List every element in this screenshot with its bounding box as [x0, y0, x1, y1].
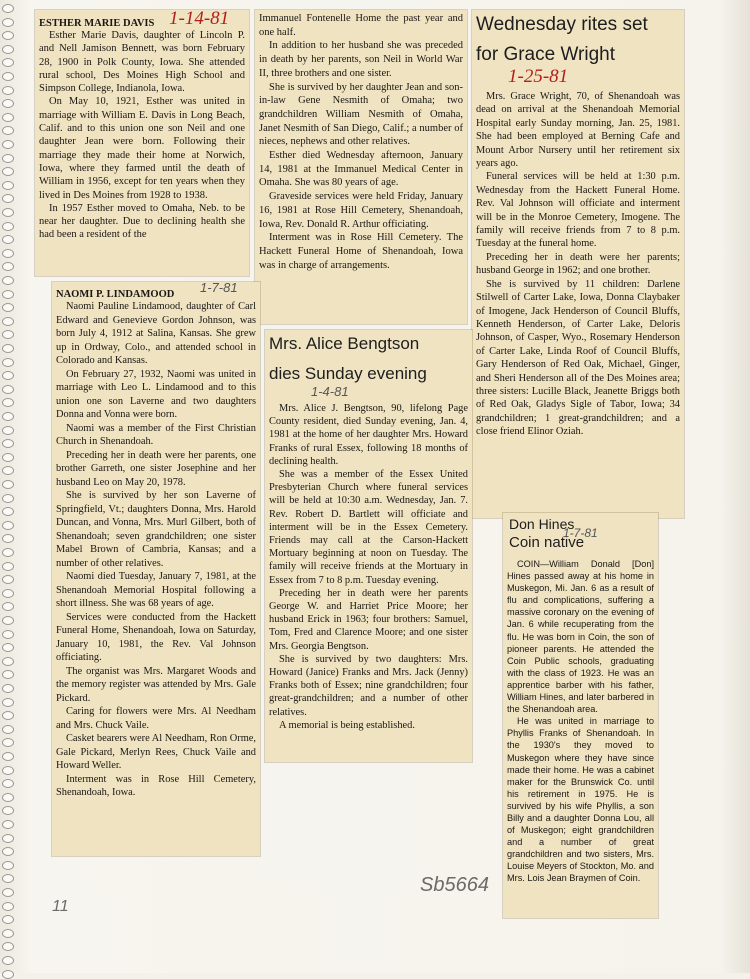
paragraph: On May 10, 1921, Esther was united in marriage with William E. Davis in Long Beach, Calif. and to this union one son Neil and one daughter Jean were born. Following their marriage they made their home at Norwich, Iowa, where they farmed until the death of William in 1956, except for ten years when they lived in Des Moines from 1928 to 1938. [39, 96, 245, 201]
binding-ring [2, 154, 14, 163]
handwritten-date: 1-4-81 [311, 384, 349, 399]
binding-ring [2, 466, 14, 475]
handwritten-date: 1-14-81 [169, 10, 230, 29]
paragraph: She is survived by her daughter Jean and son-in-law Gene Nesmith of Omaha; two grandchildren William Nesmith of Omaha, Janet Nesmith of San Diego, Calif.; a number of nieces, nephews and other relatives. [259, 81, 463, 148]
headline: Wednesday rites set [476, 14, 648, 35]
handwritten-date: 1-25-81 [508, 66, 569, 87]
obituary-name: ESTHER MARIE DAVIS [39, 18, 155, 29]
binding-ring [2, 330, 14, 339]
catalog-number: Sb5664 [420, 874, 489, 896]
binding-ring [2, 902, 14, 911]
binding-ring [2, 738, 14, 747]
binding-ring [2, 4, 14, 13]
paragraph: Immanuel Fontenelle Home the past year and one half. [259, 13, 463, 38]
headline: Don Hines [509, 516, 575, 532]
binding-ring [2, 779, 14, 788]
binding-ring [2, 208, 14, 217]
binding-ring [2, 507, 14, 516]
binding-ring [2, 235, 14, 244]
paragraph: She is survived by her son Laverne of Springfield, Vt.; daughters Donna, Mrs. Harold Duncan, and Vonna, Mrs. Murl Gilbert, both of Shenandoah; seven grandchildren; one sister Mabel Brown of Cambria, Kansas; and a number of other relatives. [56, 490, 256, 569]
obituary-text [472, 88, 684, 441]
binding-ring [2, 439, 14, 448]
binding-ring [2, 317, 14, 326]
binding-ring [2, 929, 14, 938]
clipping-hines [503, 513, 658, 918]
binding-ring [2, 575, 14, 584]
binding-ring [2, 643, 14, 652]
binding-ring [2, 725, 14, 734]
binding-ring [2, 126, 14, 135]
paragraph: Naomi died Tuesday, January 7, 1981, at the Shenandoah Memorial Hospital following a short illness. She was 68 years of age. [56, 571, 256, 609]
binding-ring [2, 602, 14, 611]
binding-ring [2, 31, 14, 40]
binding-ring [2, 970, 14, 979]
binding-ring [2, 494, 14, 503]
obituary-text [503, 556, 658, 887]
paragraph: COIN—William Donald [Don] Hines passed away at his home in Muskegon, Mi. Jan. 6 as a result of flu and complications, suffering a massive coronary on the evening of Jan. 6 while recuperating from the flu. He was born in Coin, the son of pioneer parents. He attended the Coin Public schools, graduating with the class of 1923. He was an apprentice barber with his father, William Hines, and later barbered in the Shenandoah area. [507, 559, 654, 715]
paragraph: Mrs. Alice J. Bengtson, 90, lifelong Page County resident, died Sunday evening, Jan. 4, 1981 at the home of her daughter Mrs. Howard Franks of rural Essex, following 18 months of declining health. [269, 403, 468, 467]
binding-ring [2, 167, 14, 176]
binding-ring [2, 521, 14, 530]
paragraph: She was a member of the Essex United Presbyterian Church where funeral services will be held at 10:30 a.m. Wednesday, Jan. 7. Rev. Robert D. Bartlett will officiate and interment will be in the Essex Cemetery. Friends may call at the Carson-Hackett Mortuary beginning at noon on Tuesday. The family will receive friends at the Mortuary in Essex from 7 to 8 p.m. Tuesday evening. [269, 469, 468, 586]
paragraph: Caring for flowers were Mrs. Al Needham and Mrs. Chuck Vaile. [56, 706, 256, 731]
binding-ring [2, 806, 14, 815]
clipping-lindamood [52, 282, 260, 856]
binding-ring [2, 630, 14, 639]
paragraph: Esther Marie Davis, daughter of Lincoln P. and Nell Jamison Bennett, was born February 28, 1900 in Polk County, Iowa. She attended rural school, Des Moines High School and Simpson College, Indianola, Iowa. [39, 30, 245, 95]
binding-ring [2, 915, 14, 924]
binding-ring [2, 371, 14, 380]
binding-ring [2, 58, 14, 67]
clipping-wright [472, 10, 684, 518]
binding-ring [2, 18, 14, 27]
binding-ring [2, 480, 14, 489]
obituary-text [255, 10, 467, 274]
binding-ring [2, 752, 14, 761]
paragraph: In addition to her husband she was preceded in death by her parents, son Neil in World War II, three brothers and one sister. [259, 40, 463, 79]
headline: Mrs. Alice Bengtson [269, 334, 420, 353]
binding-ring [2, 412, 14, 421]
binding-ring [2, 589, 14, 598]
obituary-text [265, 400, 472, 734]
paragraph: Casket bearers were Al Needham, Ron Orme, Gale Pickard, Merlyn Rees, Chuck Vaile and Howard Weller. [56, 733, 256, 771]
binding-ring [2, 249, 14, 258]
binding-ring [2, 562, 14, 571]
paragraph: Naomi Pauline Lindamood, daughter of Carl Edward and Genevieve Gordon Johnson, was born July 4, 1912 at Salina, Kansas. She grew up in Ordway, Colo., and attended school in Colorado and Kansas. [56, 301, 256, 366]
binding-ring [2, 888, 14, 897]
paragraph: She is survived by 11 children: Darlene Stilwell of Carter Lake, Iowa, Donna Claybaker of Imogene, Jack Henderson of Council Bluffs, Kenneth Henderson, of Carter Lake, Deloris Johnson, of Casper, Wyo., Rosemary Henderson of Carter Lake, Linda Roof of Council Bluffs, Gary Henderson of Red Oak, Michael, Ginger, and Sheri Henderson all of the Des Moines area; three sisters: Lucille Black, Jeanette Briggs both of Red Oak, Gladys Sigle of Tabor, Iowa; 34 grandchildren; 1 great-grandchildren; and a close friend Elinor Oziah. [476, 278, 680, 438]
binding-ring [2, 698, 14, 707]
paragraph: Funeral services will be held at 1:30 p.m. Wednesday from the Hackett Funeral Home. Rev. Val Johnson will officiate and interment will be in the Monroe Cemetery, Imogene. The family will receive friends from 7 to 8 p.m. Tuesday at the funeral home. [476, 171, 680, 250]
binding-ring [2, 616, 14, 625]
binding-ring [2, 534, 14, 543]
paragraph: Graveside services were held Friday, January 16, 1981 at Rose Hill Cemetery, Shenandoah, Iowa, Rev. Donald R. Arthur officiating. [259, 191, 463, 230]
spiral-binding [0, 0, 16, 973]
paragraph: Interment was in Rose Hill Cemetery. The Hackett Funeral Home of Shenandoah, Iowa was in charge of arrangements. [259, 232, 463, 271]
binding-ring [2, 398, 14, 407]
binding-ring [2, 861, 14, 870]
headline: Coin native [509, 534, 585, 551]
binding-ring [2, 548, 14, 557]
binding-ring [2, 194, 14, 203]
headline: dies Sunday evening [269, 364, 427, 383]
binding-ring [2, 426, 14, 435]
binding-ring [2, 113, 14, 122]
obituary-text [52, 298, 260, 802]
handwritten-date: 1-7-81 [200, 282, 238, 295]
page-mark: 11 [52, 898, 69, 915]
binding-ring [2, 670, 14, 679]
binding-ring [2, 303, 14, 312]
binding-ring [2, 358, 14, 367]
paragraph: A memorial is being established. [279, 719, 415, 731]
clipping-davis-col2 [255, 10, 467, 324]
paragraph: Mrs. Grace Wright, 70, of Shenandoah was dead on arrival at the Shenandoah Memorial Hospital early Sunday morning, Jan. 25, 1981. She had been employed at Berning Cafe and Mount Arbor Nursery until her retirement six years ago. [476, 91, 680, 170]
binding-ring [2, 766, 14, 775]
binding-ring [2, 956, 14, 965]
handwritten-date: 1-7-81 [563, 526, 598, 540]
obituary-text [35, 27, 249, 244]
paragraph: Preceding her in death were her parents George W. and Harriet Price Moore; her husband Erick in 1963; four brothers: Samuel, Tom, Fred and Clarence Moore; and one sister Mrs. Georgia Bengtson. [269, 587, 468, 652]
paragraph: In 1957 Esther moved to Omaha, Neb. to be near her daughter. Due to declining health she had been a resident of the [39, 202, 245, 241]
binding-ring [2, 942, 14, 951]
binding-ring [2, 874, 14, 883]
binding-ring [2, 181, 14, 190]
binding-ring [2, 45, 14, 54]
binding-ring [2, 711, 14, 720]
binding-ring [2, 222, 14, 231]
binding-ring [2, 820, 14, 829]
binding-ring [2, 793, 14, 802]
binding-ring [2, 99, 14, 108]
paragraph: Services were conducted from the Hackett Funeral Home, Shenandoah, Iowa on Saturday, January 10, 1981, the Rev. Val Johnson officiating. [56, 611, 256, 663]
paragraph: Naomi was a member of the First Christian Church in Shenandoah. [56, 422, 256, 447]
paragraph: The organist was Mrs. Margaret Woods and the memory register was attended by Mrs. Gale Pickard. [56, 665, 256, 704]
binding-ring [2, 385, 14, 394]
binding-ring [2, 86, 14, 95]
paragraph: On February 27, 1932, Naomi was united in marriage with Leo L. Lindamood and to this union one son Laverne and two daughters Donna and Vonna were born. [56, 368, 256, 420]
obituary-name: NAOMI P. LINDAMOOD [56, 289, 175, 300]
binding-ring [2, 140, 14, 149]
binding-ring [2, 276, 14, 285]
paragraph: Esther died Wednesday afternoon, January 14, 1981 at the Immanuel Medical Center in Omaha. She was 80 years of age. [259, 150, 463, 189]
binding-ring [2, 453, 14, 462]
binding-ring [2, 834, 14, 843]
binding-ring [2, 847, 14, 856]
binding-ring [2, 262, 14, 271]
binding-ring [2, 344, 14, 353]
clipping-bengtson [265, 330, 472, 762]
paragraph: She is survived by two daughters: Mrs. Howard (Janice) Franks and Mrs. Jack (Jenny) Franks both of Essex; nine grandchildren; four great-grandchildren; and a number of other relatives. [269, 653, 468, 718]
paragraph: He was united in marriage to Phyllis Franks of Shenandoah. In the 1930's they moved to Muskegon where they have since made their home. He was a cabinet maker for the Brunswick Co. until his retirement in 1975. He is survived by his wife Phyllis, a son Billy and a daughter Donna Lou, all of Muskegon; eight grandchildren and a number of great grandchildren and two sisters, Mrs. Louise Meyers of Stockton, Mo. and Mrs. Lois Jean Braymen of Coin. [507, 716, 654, 884]
clipping-davis-col1 [35, 10, 249, 276]
binding-ring [2, 657, 14, 666]
paragraph: Interment was in Rose Hill Cemetery, Shenandoah, Iowa. [56, 773, 256, 798]
paragraph: Preceding her in death were her parents, one brother Garreth, one sister Josephine and her husband Leo on May 20, 1978. [56, 449, 256, 488]
paragraph: Preceding her in death were her parents; husband George in 1962; and one brother. [476, 251, 680, 277]
binding-ring [2, 72, 14, 81]
binding-ring [2, 684, 14, 693]
headline: for Grace Wright [476, 44, 616, 65]
binding-ring [2, 290, 14, 299]
